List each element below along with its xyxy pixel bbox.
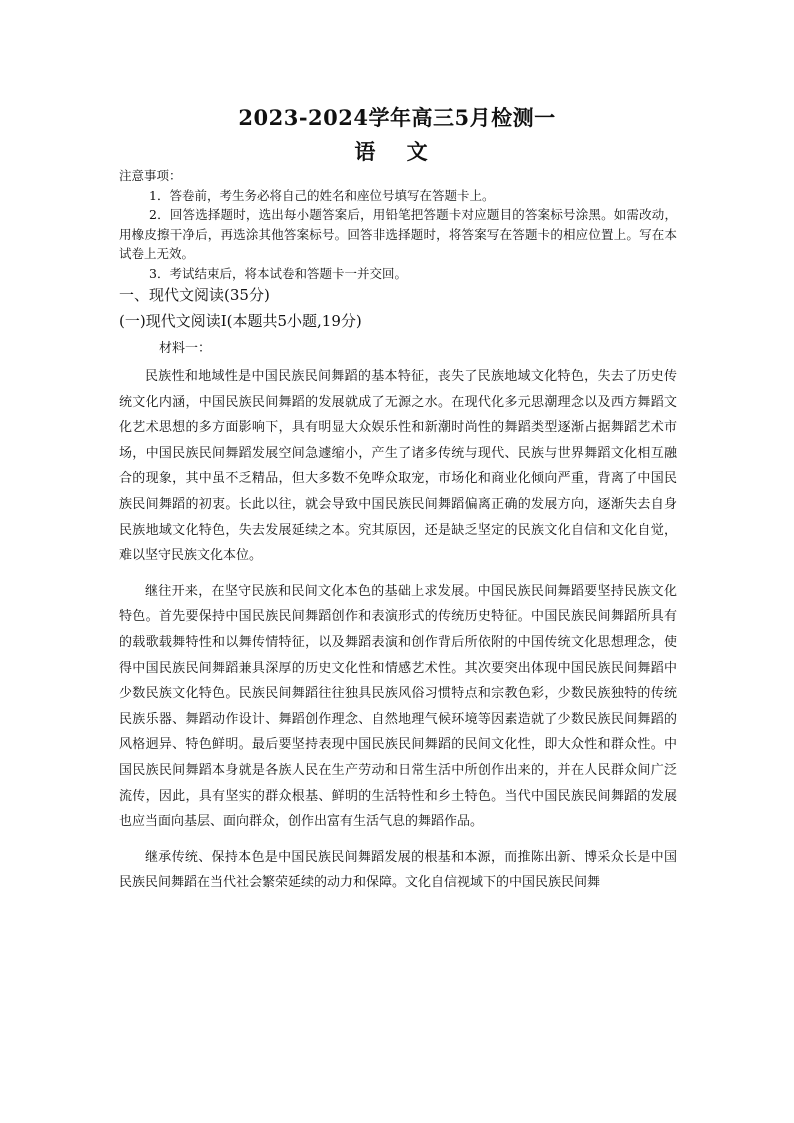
passage-paragraph: 继往开来，在坚守民族和民间文化本色的基础上求发展。中国民族民间舞蹈要坚持民族文化特色。首先要保持中国民族民间舞蹈创作和表演形式的传统历史特征。中国民族民间舞蹈所具有的载歌载舞特性和以舞传情特征，以及舞蹈表演和创作背后所依附的中国传统文化思想理念，使得中国民族民间舞蹈兼具深厚的历史文化性和情感艺术性。其次要突出体现中国民族民间舞蹈中少数民族文化特色。民族民间舞蹈往往独具民族风俗习惯特点和宗教色彩，少数民族独特的传统民族乐器、舞蹈动作设计、舞蹈创作理念、自然地理气候环境等因素造就了少数民族民间舞蹈的风格迥异、特色鲜明。最后要坚持表现中国民族民间舞蹈的民间文化性，即大众性和群众性。中国民族民间舞蹈本身就是各族人民在生产劳动和日常生活中所创作出来的，并在人民群众间广泛流传，因此，具有坚实的群众根基、鲜明的生活特性和乡土特色。当代中国民族民间舞蹈的发展也应当面向基层、面向群众，创作出富有生活气息的舞蹈作品。: [119, 583, 677, 830]
subject-title: 语 文: [354, 139, 440, 164]
sub-section-title: (一)现代文阅读Ⅰ(本题共5小题,19分): [119, 312, 362, 330]
material-label: 材料一：: [159, 341, 212, 356]
reading-passage: [119, 364, 677, 906]
passage-paragraph: 民族性和地域性是中国民族民间舞蹈的基本特征，丧失了民族地域文化特色，失去了历史传统文化内涵，中国民族民间舞蹈的发展就成了无源之水。在现代化多元思潮理念以及西方舞蹈文化艺术思想的多方面影响下，具有明显大众娱乐性和新潮时尚性的舞蹈类型逐渐占据舞蹈艺术市场，中国民族民间舞蹈发展空间急遽缩小，产生了诸多传统与现代、民族与世界舞蹈文化相互融合的现象，其中虽不乏精品，但大多数不免哗众取宠，市场化和商业化倾向严重，背离了中国民族民间舞蹈的初衷。长此以往，就会导致中国民族民间舞蹈偏离正确的发展方向，逐渐失去自身民族地域文化特色，失去发展延续之本。究其原因，还是缺乏坚定的民族文化自信和文化自觉，难以坚守民族文化本位。: [119, 369, 677, 564]
notice-item: 1．答卷前，考生务必将自己的姓名和座位号填写在答题卡上。: [149, 187, 495, 203]
part-title: 一、现代文阅读(35分): [119, 286, 270, 304]
notices-block: [119, 166, 677, 283]
notice-item: 2．回答选择题时，选出每小题答案后，用铅笔把答题卡对应题目的答案标号涂黑。如需改动，用橡皮擦干净后，再选涂其他答案标号。回答非选择题时，将答案写在答题卡的相应位置上。写在本试卷上无效。: [119, 207, 677, 261]
passage-paragraph: 继承传统、保持本色是中国民族民间舞蹈发展的根基和本源，而推陈出新、博采众长是中国民族民间舞蹈在当代社会繁荣延续的动力和保障。文化自信视域下的中国民族民间舞: [119, 849, 677, 891]
exam-title: 2023-2024学年高三5月检测一: [238, 105, 556, 130]
notices-heading: 注意事项：: [119, 168, 182, 183]
notice-item: 3．考试结束后，将本试卷和答题卡一并交回。: [149, 265, 407, 281]
